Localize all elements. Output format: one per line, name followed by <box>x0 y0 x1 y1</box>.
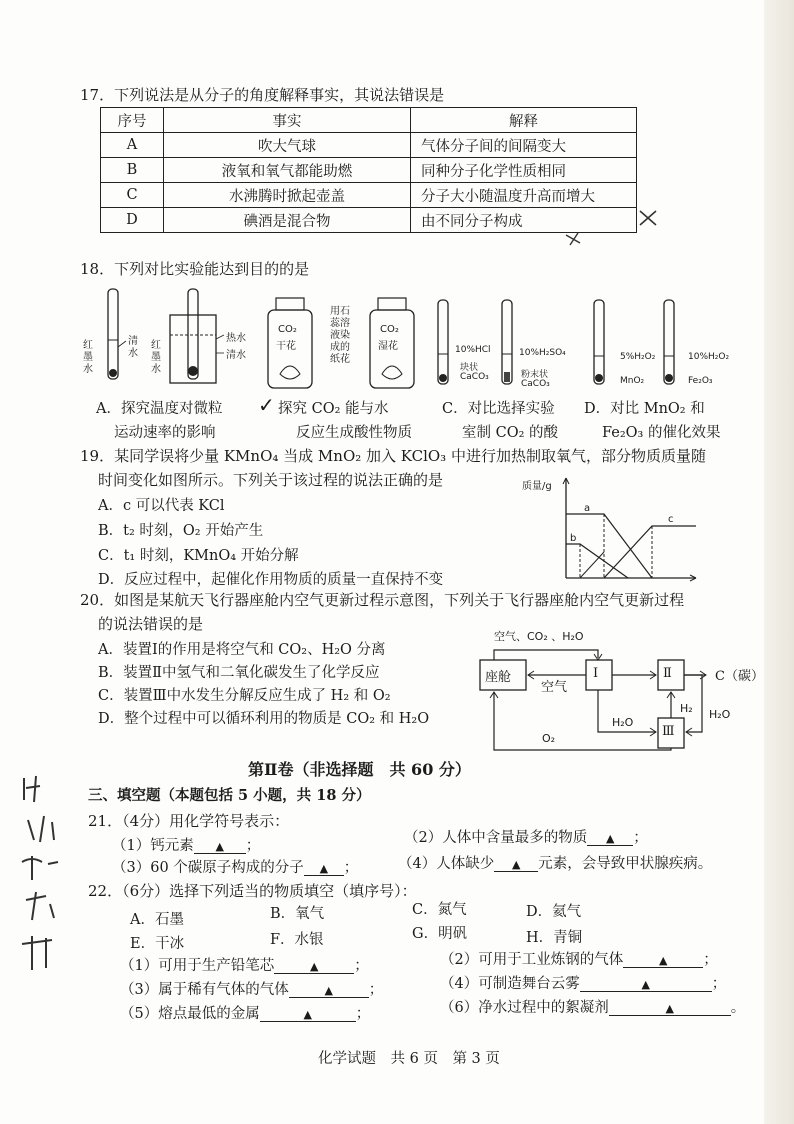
q17-table <box>100 107 637 233</box>
o2-label: O₂ <box>542 732 556 745</box>
table-cell: 液氧和氧气都能助燃 <box>164 158 411 183</box>
q20-option-b: B．装置Ⅱ中氢气和二氧化碳发生了化学反应 <box>98 665 380 681</box>
q20-stem-line1: 20．如图是某航天飞行器座舱内空气更新过程示意图，下列关于飞行器座舱内空气更新过程 <box>80 591 685 609</box>
label-hot-water: 热水 <box>226 333 246 344</box>
table-row <box>101 183 637 208</box>
q19-option-a: A．c 可以代表 KCl <box>98 498 225 514</box>
label-co2-left: CO₂ <box>278 324 297 335</box>
q19-stem-line1: 19．某同学误将少量 KMnO₄ 当成 MnO₂ 加入 KClO₃ 中进行加热制取氧气，部分物质质量随 <box>80 447 706 465</box>
table-cell: 同种分子化学性质相同 <box>411 158 637 183</box>
q21-item-1: （1）钙元素 ▲ ； <box>112 838 261 854</box>
q22-choice-d: D．氦气 <box>526 904 582 920</box>
q17-stem: 17．下列说法是从分子的角度解释事实，其说法错误是 <box>80 86 445 104</box>
section-3-heading: 三、填空题（本题包括 5 小题，共 18 分） <box>88 787 371 804</box>
q22-choice-e: E．干冰 <box>130 936 185 952</box>
table-cell: 分子大小随温度升高而增大 <box>411 183 637 208</box>
label-red-ink-1: 红 墨 水 <box>83 340 93 375</box>
graph-label-a: a <box>584 503 591 514</box>
q19-option-c: C．t₁ 时刻，KMnO₄ 开始分解 <box>98 548 299 564</box>
graph-y-label: 质量/g <box>522 481 552 492</box>
label-dry-flower: 干花 <box>276 341 296 352</box>
answer-blank[interactable]: ▲ <box>609 1002 731 1016</box>
label-mno2: MnO₂ <box>620 376 645 386</box>
q18-option-c-line2: 室制 CO₂ 的酸 <box>462 425 559 441</box>
table-header-row <box>101 108 637 133</box>
q18-stem: 18．下列对比实验能达到目的的是 <box>80 260 310 278</box>
table-row <box>101 208 637 233</box>
cabin-box-label: 座舱 <box>485 670 512 685</box>
device-2-label: Ⅱ <box>663 666 672 681</box>
q20-option-a: A．装置Ⅰ的作用是将空气和 CO₂、H₂O 分离 <box>98 642 386 658</box>
device-1-label: I <box>593 666 599 681</box>
answer-blank[interactable]: ▲ <box>587 832 633 846</box>
table-header: 序号 <box>101 108 164 133</box>
label-litmus-paper: 用石 蕊溶 液染 成的 纸花 <box>330 306 350 365</box>
q18-option-d-line1: D．对比 MnO₂ 和 <box>584 401 705 417</box>
h2o-label-b: H₂O <box>709 708 731 721</box>
q21-item-3: （3）60 个碳原子构成的分子 ▲ ； <box>112 860 359 876</box>
answer-blank[interactable]: ▲ <box>623 954 703 968</box>
label-caco3-2: CaCO₃ <box>521 379 550 389</box>
q22-choice-a: A．石墨 <box>130 912 184 928</box>
q18-option-a-line1: A．探究温度对微粒 <box>96 401 223 417</box>
table-header: 事实 <box>164 108 411 133</box>
table-cell: A <box>101 133 164 158</box>
q22-choice-c: C．氮气 <box>412 902 467 918</box>
q22-choice-g: G．明矾 <box>412 926 468 942</box>
diagram-top-label: 空气、CO₂ 、H₂O <box>494 630 584 643</box>
q19-mass-time-graph <box>556 474 700 586</box>
q18-option-b-line2: 反应生成酸性物质 <box>296 425 412 441</box>
q22-item-5: （5）熔点最低的金属 ▲ ； <box>120 1006 371 1022</box>
q22-item-1: （1）可用于生产铅笔芯 ▲ ； <box>120 958 369 974</box>
device-3-label: Ⅲ <box>662 724 675 739</box>
label-h2o2-5: 5%H₂O₂ <box>620 352 656 362</box>
table-cell: 气体分子间的间隔变大 <box>411 133 637 158</box>
label-fe2o3: Fe₂O₃ <box>688 376 713 386</box>
q20-air-cycle-diagram <box>470 632 770 752</box>
q20-option-c: C．装置Ⅲ中水发生分解反应生成了 H₂ 和 O₂ <box>98 688 391 704</box>
answer-blank[interactable]: ▲ <box>289 984 369 998</box>
label-co2-right: CO₂ <box>380 324 399 335</box>
q18-option-d-line2: Fe₂O₃ 的催化效果 <box>602 425 721 441</box>
q22-stem: 22．（6分）选择下列适当的物质填空（填序号）： <box>88 882 417 900</box>
table-cell: 吹大气球 <box>164 133 411 158</box>
q18-option-c-line1: C．对比选择实验 <box>442 401 555 417</box>
q18-figure-d <box>588 298 698 388</box>
table-cell: D <box>101 208 164 233</box>
graph-label-b: b <box>570 533 577 544</box>
pen-marks <box>560 205 670 249</box>
table-cell: 水沸腾时掀起壶盖 <box>164 183 411 208</box>
label-caco3-1: CaCO₃ <box>460 372 489 382</box>
table-cell: 碘酒是混合物 <box>164 208 411 233</box>
q18-option-b-line1: 探究 CO₂ 能与水 <box>278 401 389 417</box>
q20-stem-line2: 的说法错误的是 <box>98 615 204 633</box>
check-mark-b: ✓ <box>258 393 275 417</box>
q22-choice-b: B．氧气 <box>270 906 325 922</box>
label-red-ink-2: 红 墨 水 <box>151 340 161 375</box>
q22-choice-f: F．水银 <box>270 932 324 948</box>
carbon-label: C（碳） <box>715 669 764 684</box>
page-edge-shadow <box>764 0 794 1124</box>
page-footer: 化学试题 共 6 页 第 3 页 <box>318 1051 500 1067</box>
graph-label-c: c <box>668 514 674 525</box>
q21-item-2: （2）人体中含量最多的物质 ▲ ； <box>404 830 648 846</box>
air-label: 空气 <box>541 680 568 695</box>
q21-item-4: （4）人体缺少 ▲ 元素，会导致甲状腺疾病。 <box>398 856 713 872</box>
table-cell: B <box>101 158 164 183</box>
h2o-label-a: H₂O <box>612 716 634 729</box>
q18-option-a-line2: 运动速率的影响 <box>114 425 216 441</box>
answer-blank[interactable]: ▲ <box>274 960 354 974</box>
h2-label: H₂ <box>680 702 693 715</box>
q20-option-d: D．整个过程中可以循环利用的物质是 CO₂ 和 H₂O <box>98 711 430 727</box>
label-lump: 块状 <box>460 363 479 373</box>
q19-option-b: B．t₂ 时刻，O₂ 开始产生 <box>98 523 264 539</box>
label-h2o2-10: 10%H₂O₂ <box>688 352 730 362</box>
q22-choice-h: H．青铜 <box>526 930 583 946</box>
label-h2so4: 10%H₂SO₄ <box>519 348 566 358</box>
answer-blank[interactable]: ▲ <box>194 840 246 854</box>
q19-stem-line2: 时间变化如图所示。下列关于该过程的说法正确的是 <box>98 471 444 489</box>
label-powder: 粉末状 <box>521 370 549 380</box>
q19-option-d: D．反应过程中，起催化作用物质的质量一直保持不变 <box>98 572 444 588</box>
answer-blank[interactable]: ▲ <box>580 978 712 992</box>
table-cell: 由不同分子构成 <box>411 208 637 233</box>
part-2-heading: 第Ⅱ卷（非选择题 共 60 分） <box>248 760 471 779</box>
q21-stem: 21．（4分）用化学符号表示： <box>88 812 290 830</box>
q22-item-4: （4）可制造舞台云雾 ▲ ； <box>440 976 727 992</box>
q22-item-6: （6）净水过程中的絮凝剂 ▲ 。 <box>440 1000 746 1016</box>
table-row <box>101 158 637 183</box>
label-clear-water-2: 清水 <box>226 350 246 361</box>
label-hcl: 10%HCl <box>455 345 491 355</box>
answer-blank[interactable]: ▲ <box>304 862 344 876</box>
q22-item-3: （3）属于稀有气体的气体 ▲ ； <box>120 982 384 998</box>
handwritten-margin-marks <box>8 772 78 992</box>
answer-blank[interactable]: ▲ <box>494 858 538 872</box>
table-row <box>101 133 637 158</box>
label-clear-water-1: 清 水 <box>128 336 138 359</box>
table-header: 解释 <box>411 108 637 133</box>
answer-blank[interactable]: ▲ <box>260 1008 356 1022</box>
table-cell: C <box>101 183 164 208</box>
label-wet-flower: 湿花 <box>378 341 398 352</box>
q22-item-2: （2）可用于工业炼钢的气体 ▲ ； <box>440 952 718 968</box>
